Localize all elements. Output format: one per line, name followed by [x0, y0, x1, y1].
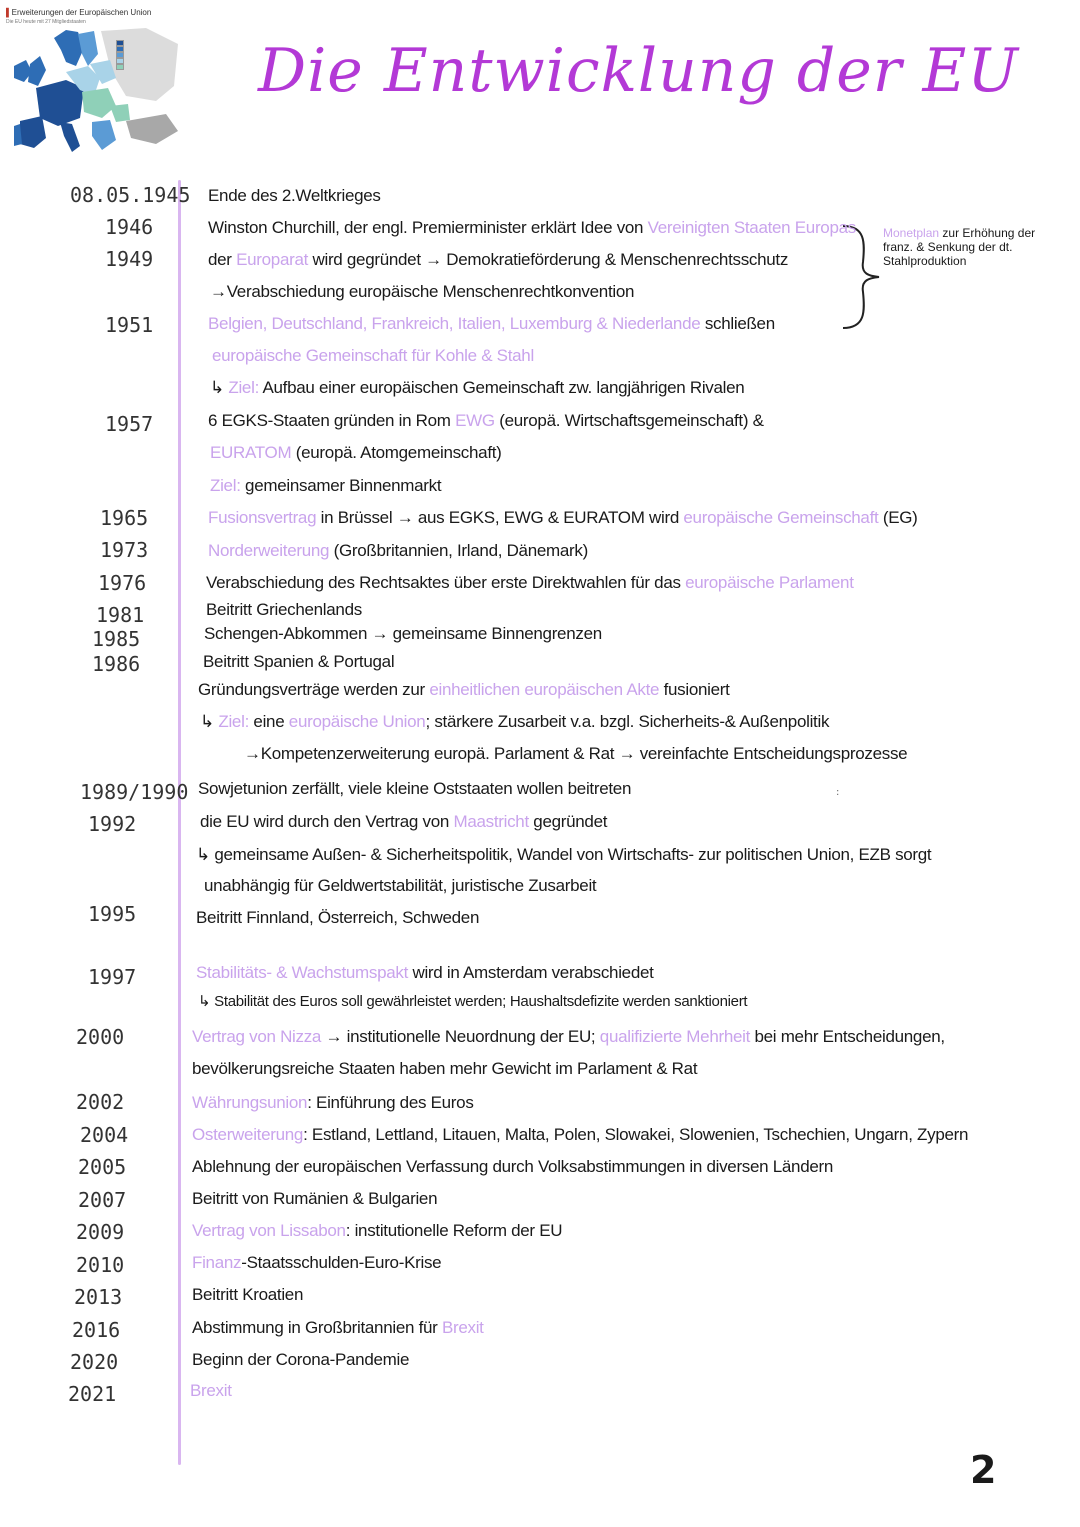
timeline-year: 1997	[88, 965, 137, 989]
timeline-text-line	[196, 963, 654, 983]
text-segment: : institutionelle Reform der EU	[345, 1221, 563, 1240]
map-subtitle: Die EU heute mit 27 Mitgliedstaaten	[6, 19, 86, 25]
text-segment: -Staatsschulden-Euro-Krise	[241, 1253, 442, 1272]
text-segment: (europä. Atomgemeinschaft)	[291, 443, 502, 462]
highlighted-term: Vereinigten Staaten Europas	[647, 218, 856, 237]
highlighted-term: Vertrag von Lissabon	[192, 1221, 346, 1240]
highlighted-term: europäische Parlament	[685, 573, 854, 592]
timeline-text-line	[198, 992, 747, 1010]
timeline-text-line	[208, 218, 856, 238]
page-title: Die Entwicklung der EU	[258, 36, 1019, 106]
timeline-year: 2009	[76, 1220, 125, 1244]
timeline-text-line	[208, 314, 775, 334]
highlighted-term: EURATOM	[210, 443, 292, 462]
map-legend	[116, 40, 127, 70]
text-segment: →Verabschiedung europäische Menschenrechtkonvention	[210, 282, 635, 301]
text-segment: Schengen-Abkommen → gemeinsame Binnengrenzen	[204, 624, 602, 643]
timeline-text-line	[206, 600, 362, 620]
text-segment: Ende des 2.Weltkrieges	[208, 186, 381, 205]
text-segment: gegründet	[528, 812, 608, 831]
text-segment: Verabschiedung des Rechtsaktes über erste Direktwahlen für das	[206, 573, 686, 592]
highlighted-term: Norderweiterung	[208, 541, 330, 560]
timeline-year: 1989/1990	[80, 780, 189, 804]
text-segment: (Großbritannien, Irland, Dänemark)	[329, 541, 588, 560]
timeline-text-line	[190, 1381, 232, 1401]
timeline-text-line	[212, 346, 534, 366]
timeline-text-line	[210, 282, 634, 302]
text-segment: Winston Churchill, der engl. Premierminister erklärt Idee von	[208, 218, 648, 237]
timeline-year: 2021	[68, 1382, 117, 1406]
timeline-text-line	[192, 1093, 474, 1113]
highlighted-term: qualifizierte Mehrheit	[599, 1027, 751, 1046]
europe-map-image	[6, 26, 181, 161]
text-segment: Aufbau einer europäischen Gemeinschaft zw. langjährigen Rivalen	[259, 378, 745, 397]
timeline-text-line	[208, 186, 381, 206]
text-segment: in Brüssel → aus EGKS, EWG & EURATOM wird	[316, 508, 684, 527]
timeline-year: 1976	[98, 571, 147, 595]
timeline-year: 08.05.1945	[70, 183, 191, 207]
highlighted-term: europäische Gemeinschaft	[683, 508, 879, 527]
text-segment: Ablehnung der europäischen Verfassung durch Volksabstimmungen in diversen Ländern	[192, 1157, 834, 1176]
highlighted-term: Ziel:	[218, 712, 249, 731]
timeline-year: 2013	[74, 1285, 123, 1309]
text-segment: ↳	[200, 712, 219, 731]
text-segment: Sowjetunion zerfällt, viele kleine Oststaaten wollen beitreten	[198, 779, 632, 798]
highlighted-term: einheitlichen europäischen Akte	[429, 680, 660, 699]
timeline-text-line	[200, 712, 829, 732]
side-note-term: Monetplan	[883, 226, 940, 240]
timeline-text-line	[192, 1189, 437, 1209]
timeline-year: 2002	[76, 1090, 125, 1114]
timeline-year: 2016	[72, 1318, 121, 1342]
side-note	[883, 226, 1043, 268]
highlighted-term: Brexit	[441, 1318, 484, 1337]
text-segment: ↳ Stabilität des Euros soll gewährleistet werden; Haushaltsdefizite werden sanktioniert	[198, 993, 748, 1010]
timeline-year: 2007	[78, 1188, 127, 1212]
text-segment: (europä. Wirtschaftsgemeinschaft) &	[494, 411, 764, 430]
timeline-text-line	[196, 908, 479, 928]
timeline-year: 2010	[76, 1253, 125, 1277]
text-segment: (EG)	[878, 508, 918, 527]
highlighted-term: Ziel:	[228, 378, 259, 397]
text-segment: ↳ gemeinsame Außen- & Sicherheitspolitik, Wandel von Wirtschafts- zur politischen Union, EZB sorgt	[196, 845, 932, 864]
text-segment: →Kompetenzerweiterung europä. Parlament & Rat → vereinfachte Entscheidungsprozesse	[244, 744, 908, 763]
timeline-text-line	[192, 1221, 562, 1241]
page-number: 2	[970, 1448, 997, 1492]
timeline-text-line	[198, 779, 631, 799]
curly-brace-icon	[835, 222, 885, 332]
timeline-text-line	[192, 1157, 833, 1177]
side-note-text: zur Erhöhung der franz. & Senkung der dt. Stahlproduktion	[883, 226, 1036, 268]
timeline-year: 2000	[76, 1025, 125, 1049]
text-segment: Beitritt Griechenlands	[206, 600, 362, 619]
highlighted-term: Belgien, Deutschland, Frankreich, Italien, Luxemburg & Niederlande	[208, 314, 701, 333]
highlighted-term: Finanz	[192, 1253, 242, 1272]
timeline-text-line	[208, 508, 918, 528]
timeline-text-line	[192, 1125, 968, 1145]
highlighted-term: Maastricht	[453, 812, 529, 831]
text-segment: : Einführung des Euros	[307, 1093, 474, 1112]
timeline-year: 1992	[88, 812, 137, 836]
timeline-year: 1981	[96, 603, 145, 627]
timeline-year: 1949	[105, 247, 154, 271]
timeline-year: 1951	[105, 313, 154, 337]
timeline-year: 1986	[92, 652, 141, 676]
timeline-year: 1957	[105, 412, 154, 436]
timeline-year: 1965	[100, 506, 149, 530]
text-segment: bei mehr Entscheidungen,	[750, 1027, 945, 1046]
text-segment: 6 EGKS-Staaten gründen in Rom	[208, 411, 456, 430]
timeline-text-line	[208, 541, 588, 561]
highlighted-term: Währungsunion	[192, 1093, 308, 1112]
timeline-year: 1995	[88, 902, 137, 926]
timeline-year: 2004	[80, 1123, 129, 1147]
text-segment: Beginn der Corona-Pandemie	[192, 1350, 410, 1369]
text-segment: Beitritt Finnland, Österreich, Schweden	[196, 908, 480, 927]
text-segment: der	[208, 250, 237, 269]
highlighted-term: Brexit	[190, 1381, 232, 1400]
timeline-year: 1973	[100, 538, 149, 562]
timeline-text-line	[210, 476, 441, 496]
text-segment: schließen	[700, 314, 775, 333]
timeline-year: 2020	[70, 1350, 119, 1374]
timeline-text-line	[200, 812, 607, 832]
timeline-text-line	[192, 1318, 484, 1338]
text-segment: eine	[249, 712, 289, 731]
eu-map-thumbnail	[6, 8, 206, 158]
text-segment: wird gegründet → Demokratieförderung & Menschenrechtsschutz	[308, 250, 789, 269]
text-segment: ↳	[210, 378, 229, 397]
text-segment: Beitritt Kroatien	[192, 1285, 304, 1304]
timeline-text-line	[192, 1285, 303, 1305]
stray-dots: :	[836, 787, 840, 798]
text-segment: ; stärkere Zusarbeit v.a. bzgl. Sicherheits-& Außenpolitik	[425, 712, 830, 731]
highlighted-term: europäische Union	[288, 712, 426, 731]
text-segment: : Estland, Lettland, Litauen, Malta, Polen, Slowakei, Slowenien, Tschechien, Ungarn, Zypern	[303, 1125, 969, 1144]
highlighted-term: EWG	[455, 411, 495, 430]
timeline-text-line	[196, 845, 931, 865]
timeline-text-line	[208, 250, 788, 270]
timeline-text-line	[192, 1350, 409, 1370]
text-segment: gemeinsamer Binnenmarkt	[240, 476, 442, 495]
text-segment: bevölkerungsreiche Staaten haben mehr Gewicht im Parlament & Rat	[192, 1059, 698, 1078]
text-segment: fusioniert	[659, 680, 730, 699]
timeline-text-line	[206, 573, 854, 593]
timeline-text-line	[192, 1027, 945, 1047]
highlighted-term: Vertrag von Nizza	[192, 1027, 322, 1046]
timeline-text-line	[204, 624, 602, 644]
text-segment: Abstimmung in Großbritannien für	[192, 1318, 442, 1337]
highlighted-term: Europarat	[236, 250, 309, 269]
text-segment: die EU wird durch den Vertrag von	[200, 812, 454, 831]
timeline-text-line	[204, 876, 596, 896]
text-segment: Beitritt von Rumänien & Bulgarien	[192, 1189, 438, 1208]
timeline-year: 1946	[105, 215, 154, 239]
highlighted-term: Ziel:	[210, 476, 241, 495]
timeline-year: 2005	[78, 1155, 127, 1179]
timeline-text-line	[244, 744, 907, 764]
timeline-divider	[178, 180, 181, 1465]
timeline-text-line	[198, 680, 730, 700]
highlighted-term: Stabilitäts- & Wachstumspakt	[196, 963, 409, 982]
timeline-text-line	[203, 652, 394, 672]
text-segment: unabhängig für Geldwertstabilität, juristische Zusarbeit	[204, 876, 597, 895]
map-title: ▌Erweiterungen der Europäischen Union	[6, 8, 152, 17]
text-segment: wird in Amsterdam verabschiedet	[408, 963, 654, 982]
highlighted-term: Fusionsvertrag	[208, 508, 317, 527]
highlighted-term: Osterweiterung	[192, 1125, 304, 1144]
timeline-year: 1985	[92, 627, 141, 651]
text-segment: Gründungsverträge werden zur	[198, 680, 430, 699]
timeline-text-line	[192, 1059, 697, 1079]
timeline-text-line	[210, 443, 502, 463]
timeline-text-line	[192, 1253, 441, 1273]
timeline-text-line	[210, 378, 744, 398]
text-segment: Beitritt Spanien & Portugal	[203, 652, 395, 671]
timeline-text-line	[208, 411, 764, 431]
text-segment: → institutionelle Neuordnung der EU;	[321, 1027, 600, 1046]
highlighted-term: europäische Gemeinschaft für Kohle & Stahl	[212, 346, 534, 365]
